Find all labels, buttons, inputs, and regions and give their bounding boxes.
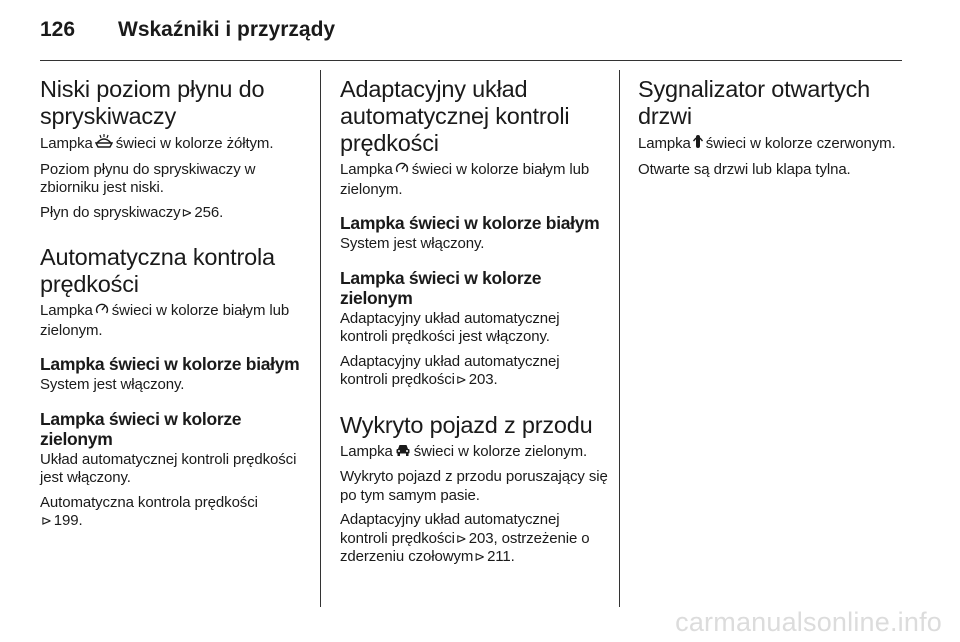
page-reference-link[interactable]: 203, ostrzeżenie o zderzeniu czołowym xyxy=(340,529,590,565)
column-3 xyxy=(638,76,908,185)
text: Lampka xyxy=(638,135,691,152)
text: Płyn do spryskiwaczy xyxy=(40,203,181,221)
paragraph xyxy=(40,302,310,340)
washer-fluid-icon xyxy=(95,134,113,155)
vehicle-ahead-icon xyxy=(395,443,411,463)
column-2 xyxy=(340,76,610,573)
paragraph xyxy=(340,161,610,199)
column-1 xyxy=(40,76,310,537)
section-title: Wskaźniki i przyrządy xyxy=(118,18,336,41)
text: Adaptacyjny układ automatycznej kontroli prędkości xyxy=(340,352,560,388)
watermark: carmanualsonline.info xyxy=(675,607,942,637)
subheading-green: Lampka świeci w kolorze zielonym xyxy=(40,408,242,449)
reference-arrow-icon: ⊳ xyxy=(181,204,193,220)
text: Adaptacyjny układ automatycznej kontroli prędkości xyxy=(340,511,560,547)
page-reference-link[interactable]: 211. xyxy=(487,548,515,565)
text: świeci w kolorze zielonym. xyxy=(413,442,588,460)
cruise-control-icon xyxy=(95,302,109,322)
heading-cruise-control: Automatyczna kontrola prędkości xyxy=(40,244,275,297)
page-reference-link[interactable]: 199. xyxy=(53,512,83,529)
heading-vehicle-ahead: Wykryto pojazd z przodu xyxy=(340,411,593,438)
reference-arrow-icon: ⊳ xyxy=(41,513,52,528)
subheading-green: Lampka świeci w kolorze zielonym xyxy=(340,267,542,308)
paragraph xyxy=(340,443,610,463)
reference-arrow-icon: ⊳ xyxy=(455,372,467,387)
paragraph: Adaptacyjny układ automatycznej kontroli prędkości jest włączony. xyxy=(340,309,560,345)
text: świeci w kolorze białym lub zielonym. xyxy=(340,161,590,198)
heading-adaptive-cruise: Adaptacyjny układ automatycznej kontroli prędkości xyxy=(340,76,570,156)
paragraph: System jest włączony. xyxy=(40,376,185,393)
reference-arrow-icon: ⊳ xyxy=(455,530,467,546)
paragraph xyxy=(40,134,310,155)
page-number: 126 xyxy=(40,18,76,41)
paragraph: Układ automatycznej kontroli prędkości jest włączony. xyxy=(40,450,297,486)
reference-arrow-icon: ⊳ xyxy=(474,549,486,564)
paragraph xyxy=(340,511,610,567)
paragraph: Wykryto pojazd z przodu poruszający się po tym samym pasie. xyxy=(340,468,608,504)
paragraph xyxy=(40,494,310,531)
heading-door-open: Sygnalizator otwartych drzwi xyxy=(638,76,871,129)
door-open-icon xyxy=(693,134,703,155)
paragraph: Otwarte są drzwi lub klapa tylna. xyxy=(638,160,851,178)
column-divider xyxy=(320,70,321,607)
paragraph xyxy=(340,353,610,390)
paragraph xyxy=(638,134,908,155)
text: Automatyczna kontrola prędkości xyxy=(40,493,258,511)
text: świeci w kolorze żółtym. xyxy=(115,135,274,152)
text: świeci w kolorze czerwonym. xyxy=(705,135,896,152)
header-rule xyxy=(40,60,902,61)
heading-washer-fluid: Niski poziom płynu do spryskiwaczy xyxy=(40,76,265,129)
paragraph: System jest włączony. xyxy=(340,235,485,252)
cruise-control-icon xyxy=(395,161,409,181)
paragraph xyxy=(40,204,310,223)
column-divider xyxy=(619,70,620,607)
subheading-white: Lampka świeci w kolorze białym xyxy=(40,354,300,374)
page-reference-link[interactable]: 256. xyxy=(194,203,224,221)
text: świeci w kolorze białym lub zielonym. xyxy=(40,302,290,339)
page-reference-link[interactable]: 203. xyxy=(468,371,498,388)
text: Lampka xyxy=(40,302,93,319)
text: Lampka xyxy=(40,135,93,152)
subheading-white: Lampka świeci w kolorze białym xyxy=(340,213,600,233)
text: Lampka xyxy=(340,161,393,178)
text: Lampka xyxy=(340,442,393,460)
paragraph: Poziom płynu do spryskiwaczy w zbiorniku jest niski. xyxy=(40,160,256,196)
page-header xyxy=(40,18,902,50)
